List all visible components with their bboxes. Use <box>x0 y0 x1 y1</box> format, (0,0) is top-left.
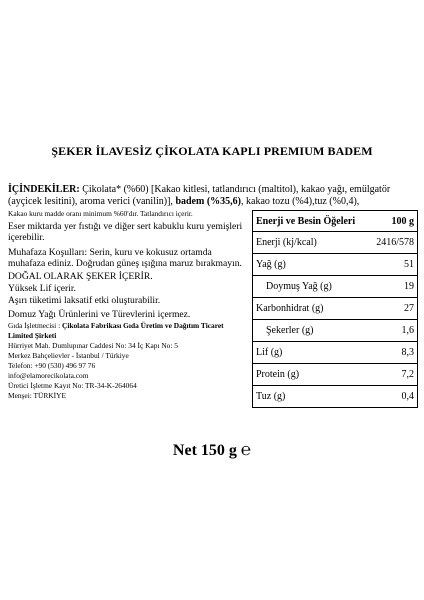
nutrition-header-label: Enerji ve Besin Öğeleri <box>256 215 356 227</box>
nutrition-header-row <box>253 211 418 232</box>
fiber-note: Yüksek Lif içerir. <box>8 283 76 294</box>
ingredients-heading: İÇİNDEKİLER: <box>8 184 80 195</box>
nutrition-label: Karbonhidrat (g) <box>253 298 369 320</box>
nutrition-row <box>253 298 418 320</box>
storage-conditions: Muhafaza Koşulları: Serin, kuru ve kokusuz ortamda muhafaza ediniz. Doğrudan güneş ışığına maruz bırakmayın. <box>8 247 242 269</box>
nutrition-row <box>253 342 418 364</box>
company-address-2: Merkez Bahçelievler - İstanbul / Türkiye <box>8 351 129 360</box>
natural-sugar-note: DOĞAL OLARAK ŞEKER İÇERİR. <box>8 271 153 282</box>
cocoa-footnote: Kakao kuru madde oranı minimum %60'dır. Tatlandırıcı içerir. <box>8 209 193 218</box>
estimated-sign-icon: ℮ <box>240 440 252 459</box>
nutrition-value: 1,6 <box>369 320 418 342</box>
company-permit: Üretici İşletme Kayıt No: TR-34-K-264064 <box>8 381 137 390</box>
nutrition-table <box>252 210 418 408</box>
nutrition-value: 27 <box>369 298 418 320</box>
laxative-warning: Aşırı tüketimi laksatif etki oluşturabilir. <box>8 295 161 306</box>
ingredients-part1: Çikolata* (%60) [Kakao kitlesi, tatlandırıcı (maltitol), kakao yağı, emülgatör (ayçicek lesitini), aroma verici (vanilin)], <box>8 184 391 207</box>
net-weight <box>0 440 424 460</box>
nutrition-row <box>253 364 418 386</box>
allergy-warning: Eser miktarda yer fıstığı ve diğer sert kabuklu kuru yemişleri içerebilir. <box>8 221 243 243</box>
company-address-1: Hürriyet Mah. Dumlupınar Caddesi No: 34 İç Kapı No: 5 <box>8 341 178 350</box>
nutrition-label: Şekerler (g) <box>253 320 369 342</box>
nutrition-row <box>253 320 418 342</box>
ingredients-badem: badem (%35,6) <box>175 195 241 207</box>
company-phone: Telefon: +90 (530) 496 97 76 <box>8 361 96 370</box>
nutrition-value: 7,2 <box>369 364 418 386</box>
nutrition-value: 19 <box>369 276 418 298</box>
nutrition-value: 51 <box>369 254 418 276</box>
pork-free-note: Domuz Yağı Ürünlerini ve Türevlerini içermez. <box>8 309 191 320</box>
nutrition-row <box>253 232 418 254</box>
company-label: Gıda İşletmecisi : <box>8 321 62 330</box>
nutrition-row <box>253 254 418 276</box>
nutrition-label: Tuz (g) <box>253 386 369 408</box>
company-name: Çikolata Fabrikası Gıda Üretim ve Dağıtım Ticaret Limited Şirketi <box>8 321 224 340</box>
nutrition-label: Protein (g) <box>253 364 369 386</box>
ingredients-text <box>8 184 418 207</box>
nutrition-header-value: 100 g <box>391 215 414 227</box>
company-info <box>8 321 248 401</box>
nutrition-value: 8,3 <box>369 342 418 364</box>
nutrition-label: Lif (g) <box>253 342 369 364</box>
nutrition-label: Yağ (g) <box>253 254 369 276</box>
origin: Menşei: TÜRKİYE <box>8 391 66 400</box>
net-weight-label: Net 150 g <box>172 442 237 459</box>
ingredients-part2: , kakao tozu (%4),tuz (%0,4), <box>241 195 360 207</box>
nutrition-value: 0,4 <box>369 386 418 408</box>
nutrition-label: Enerji (kj/kcal) <box>253 232 369 254</box>
nutrition-row <box>253 276 418 298</box>
product-title: ŞEKER İLAVESİZ ÇİKOLATA KAPLI PREMIUM BADEM <box>51 144 373 158</box>
nutrition-value: 2416/578 <box>369 232 418 254</box>
nutrition-row <box>253 386 418 408</box>
nutrition-label: Doymuş Yağ (g) <box>253 276 369 298</box>
company-email: info@elamorecikolata.com <box>8 371 89 380</box>
